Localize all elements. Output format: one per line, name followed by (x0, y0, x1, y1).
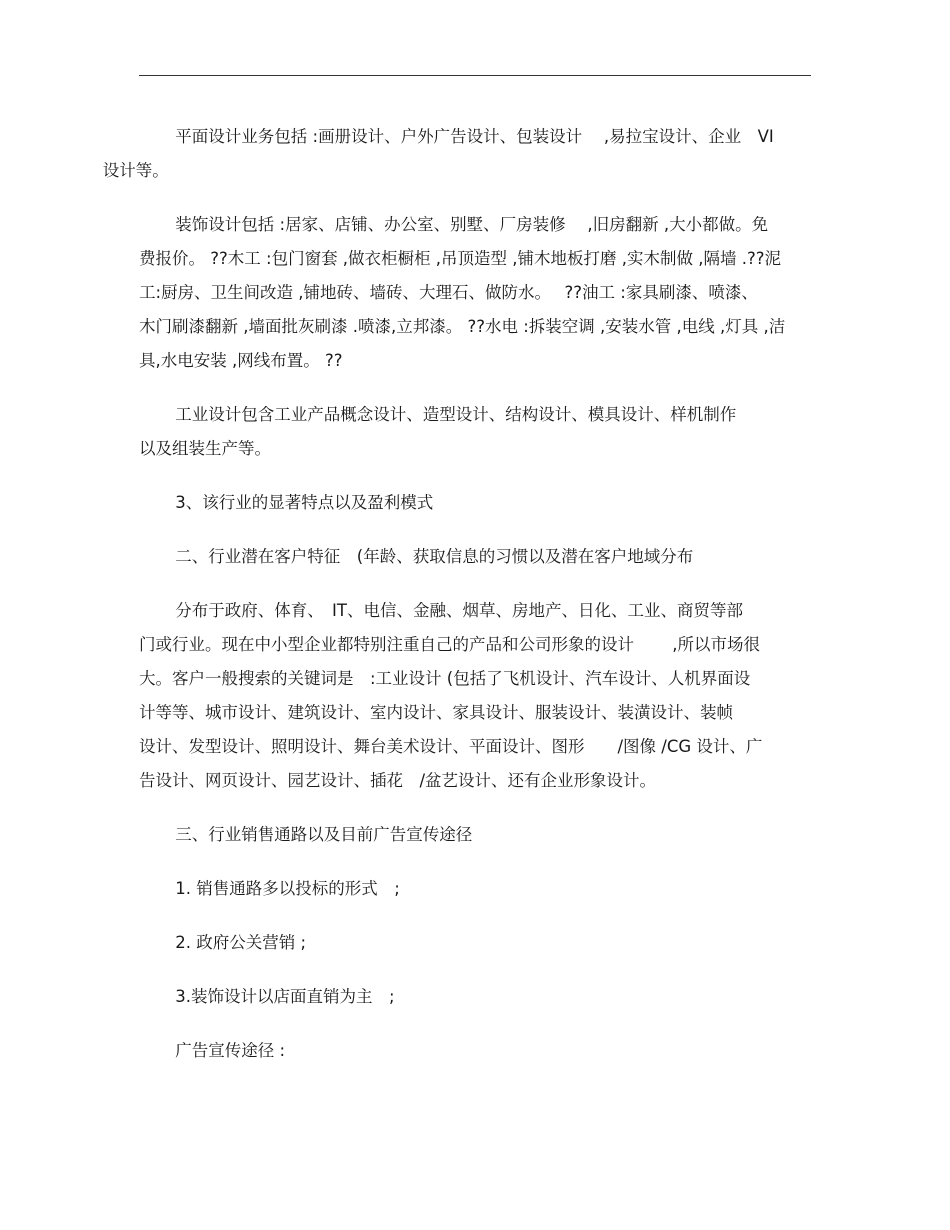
text-line: 三、行业销售通路以及目前广告宣传途径 (175, 825, 473, 844)
header-rule (139, 75, 811, 76)
text-line: 平面设计业务包括 :画册设计、户外广告设计、包装设计 ,易拉宝设计、企业 VI (175, 127, 774, 146)
list-item-3 (139, 980, 811, 1014)
text-line: 木门刷漆翻新 ,墙面批灰刷漆 .喷漆,立邦漆。 ??水电 :拆装空调 ,安装水管 ,电线 ,灯具 ,洁 (139, 317, 786, 336)
paragraph-customer-distribution (139, 594, 811, 798)
heading-potential-customers (139, 540, 811, 574)
text-line: 大。客户一般搜索的关键词是 :工业设计 (包括了飞机设计、汽车设计、人机界面设 (139, 669, 751, 688)
text-line: 2. 政府公关营销 ; (175, 933, 307, 952)
text-line: 告设计、网页设计、园艺设计、插花 /盆艺设计、还有企业形象设计。 (139, 771, 657, 790)
list-item-1 (139, 872, 811, 906)
text-line: 1. 销售通路多以投标的形式 ; (175, 879, 400, 898)
text-line: 二、行业潜在客户特征 (年龄、获取信息的习惯以及潜在客户地域分布 (175, 547, 694, 566)
document-body (102, 120, 811, 1088)
text-line: 门或行业。现在中小型企业都特别注重自己的产品和公司形象的设计 ,所以市场很 (139, 635, 760, 654)
list-item-2 (139, 926, 811, 960)
text-line: 广告宣传途径 : (175, 1041, 286, 1060)
paragraph-decoration-design (139, 208, 811, 378)
text-line: 3.装饰设计以店面直销为主 ; (175, 987, 395, 1006)
text-line: 3、该行业的显著特点以及盈利模式 (175, 493, 434, 512)
text-line: 以及组装生产等。 (139, 439, 271, 458)
heading-sales-channels (139, 818, 811, 852)
paragraph-graphic-design (102, 120, 811, 188)
text-line: 计等等、城市设计、建筑设计、室内设计、家具设计、服装设计、装潢设计、装帧 (139, 703, 733, 722)
text-line: 分布于政府、体育、 IT、电信、金融、烟草、房地产、日化、工业、商贸等部 (175, 601, 743, 620)
text-line: 设计等。 (102, 161, 169, 180)
text-line: 具,水电安装 ,网线布置。 ?? (139, 351, 343, 370)
text-line: 工:厨房、卫生间改造 ,铺地砖、墙砖、大理石、做防水。 ??油工 :家具刷漆、喷漆、 (139, 283, 758, 302)
text-line: 装饰设计包括 :居家、店铺、办公室、别墅、厂房装修 ,旧房翻新 ,大小都做。免 (175, 215, 769, 234)
paragraph-industrial-design (139, 398, 811, 466)
heading-industry-features (139, 486, 811, 520)
text-line: 工业设计包含工业产品概念设计、造型设计、结构设计、模具设计、样机制作 (175, 405, 737, 424)
heading-advertising-channels (139, 1034, 811, 1068)
text-line: 费报价。 ??木工 :包门窗套 ,做衣柜橱柜 ,吊顶造型 ,铺木地板打磨 ,实木制做 ,隔墙 .??泥 (139, 249, 782, 268)
text-line: 设计、发型设计、照明设计、舞台美术设计、平面设计、图形 /图像 /CG 设计、广 (139, 737, 763, 756)
